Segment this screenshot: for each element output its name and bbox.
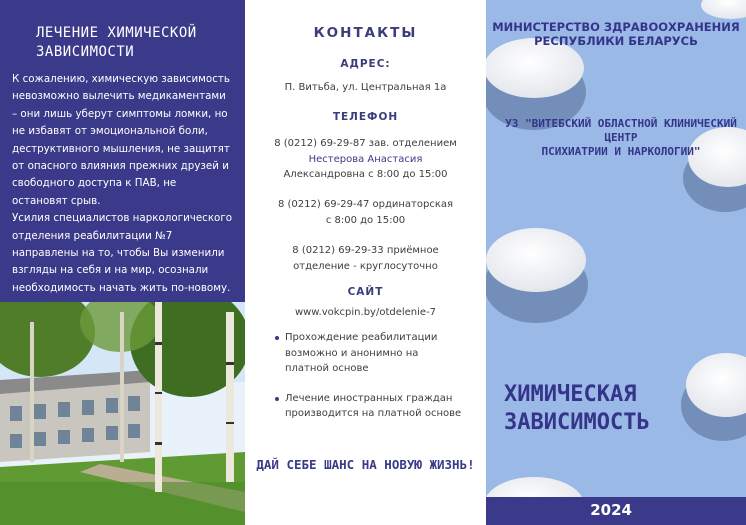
phone-1-name: Нестерова Анастасия xyxy=(308,153,423,165)
brochure-title-line-1: ХИМИЧЕСКАЯ xyxy=(504,382,637,407)
bullet-foreigners-text: Лечение иностранных граждан производится на платной основе xyxy=(285,392,462,419)
address-value: П. Витьба, ул. Центральная 1а xyxy=(284,82,447,93)
treatment-text xyxy=(12,71,234,297)
phone-title: ТЕЛЕФОН xyxy=(332,111,399,123)
treatment-paragraph-2: Усилия специалистов наркологического отделения реабилитации №7 направлены на то, чтобы Вы изменили взгляды на себя и на мир, осознали необходимость начать жить по-новому. xyxy=(12,212,233,294)
brochure-title xyxy=(504,381,704,437)
contacts-title: КОНТАКТЫ xyxy=(313,25,418,41)
institution-line-1: УЗ "ВИТЕБСКИЙ ОБЛАСТНОЙ КЛИНИЧЕСКИЙ ЦЕНТР xyxy=(505,117,737,144)
bullet-dot-icon xyxy=(275,336,279,340)
address-title: АДРЕС: xyxy=(340,58,391,70)
phone-3-hours: отделение - круглосуточно xyxy=(293,260,438,272)
year-label: 2024 xyxy=(590,501,632,519)
clinic-building-photo xyxy=(0,302,245,525)
treatment-heading xyxy=(36,24,236,62)
cover-panel xyxy=(486,0,746,525)
bullet-dot-icon xyxy=(275,397,279,401)
brochure-title-line-2: ЗАВИСИМОСТЬ xyxy=(504,410,650,435)
treatment-heading-line1: ЛЕЧЕНИЕ ХИМИЧЕСКОЙ xyxy=(36,25,197,41)
bullet-anonymous-text: Прохождение реабилитации возможно и анонимно на платной основе xyxy=(285,332,438,374)
ministry-title xyxy=(486,20,746,48)
phone-2-line: 8 (0212) 69-29-47 ординаторская xyxy=(277,199,454,210)
institution-line-2: ПСИХИАТРИИ И НАРКОЛОГИИ" xyxy=(541,145,701,158)
phone-3-line: 8 (0212) 69-29-33 приёмное xyxy=(292,245,439,256)
phone-entry-1 xyxy=(255,136,476,183)
site-link[interactable]: www.vokcpin.by/otdelenie-7 xyxy=(294,307,437,318)
pills-background xyxy=(486,0,746,525)
institution-name xyxy=(496,117,746,159)
treatment-heading-line2: ЗАВИСИМОСТИ xyxy=(36,44,135,60)
site-title: САЙТ xyxy=(347,286,384,298)
phone-2-hours: с 8:00 до 15:00 xyxy=(325,214,406,226)
bullet-foreigners xyxy=(285,391,465,422)
phone-entry-3 xyxy=(255,243,476,274)
ministry-line-1: МИНИСТЕРСТВО ЗДРАВООХРАНЕНИЯ xyxy=(492,20,740,34)
year-bar xyxy=(486,497,746,525)
phone-1-line: 8 (0212) 69-29-87 зав. отделением xyxy=(274,138,457,149)
left-panel xyxy=(0,0,245,525)
ministry-line-2: РЕСПУБЛИКИ БЕЛАРУСЬ xyxy=(534,34,698,48)
info-bullets xyxy=(285,330,465,436)
phone-entry-2 xyxy=(255,197,476,228)
treatment-paragraph-1: К сожалению, химическую зависимость невозможно вылечить медикаментами – они лишь уберут симптомы ломки, но не избавят от эмоциональной боли, деструктивного мышления, не защитят от опасного влияния прежних друзей и свободного доступа к ПАВ, не остановят срыв. xyxy=(12,73,230,207)
bullet-anonymous xyxy=(285,330,465,377)
phone-1-hours: Александровна с 8:00 до 15:00 xyxy=(283,169,448,180)
slogan: ДАЙ СЕБЕ ШАНС НА НОВУЮ ЖИЗНЬ! xyxy=(256,457,475,472)
contacts-panel xyxy=(245,0,486,525)
